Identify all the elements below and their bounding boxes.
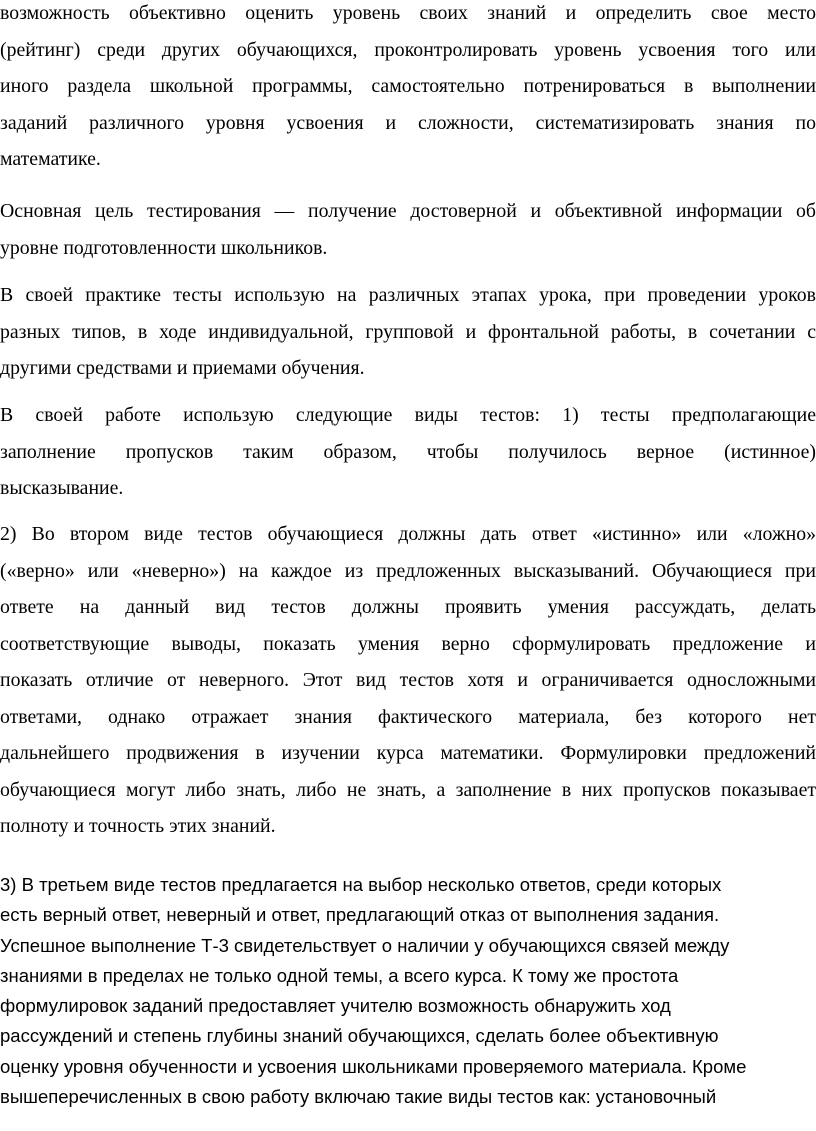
text-line: ответе на данный вид тестов должны проявить умения рассуждать, делать <box>0 596 816 618</box>
text-line: (рейтинг) среди других обучающихся, проконтролировать уровень усвоения того или <box>0 38 816 61</box>
paragraph-1 <box>0 0 816 178</box>
text-line: оценку уровня обученности и усвоения школьниками проверяемого материала. Кроме <box>0 1055 747 1077</box>
text-line: математике. <box>0 148 101 170</box>
text-line: Основная цель тестирования — получение достоверной и объективной информации об <box>0 200 816 222</box>
text-line: вышеперечисленных в свою работу включаю такие виды тестов как: установочный <box>0 1086 717 1108</box>
text-line: показать отличие от неверного. Этот вид тестов хотя и ограничивается односложными <box>0 669 816 691</box>
text-line: обучающиеся могут либо знать, либо не знать, а заполнение в них пропусков показывает <box>0 778 816 801</box>
text-line: знаниями в пределах не только одной темы, а всего курса. К тому же простота <box>0 964 679 986</box>
paragraph-4 <box>0 397 816 507</box>
paragraph-6 <box>0 870 816 1112</box>
text-line: возможность объективно оценить уровень своих знаний и определить свое место <box>0 2 816 24</box>
text-line: формулировок заданий предоставляет учителю возможность обнаружить ход <box>0 995 671 1017</box>
text-line: В своей работе использую следующие виды тестов: 1) тесты предполагающие <box>0 404 816 426</box>
paragraph-2 <box>0 193 816 266</box>
text-line: другими средствами и приемами обучения. <box>0 357 365 379</box>
text-line: соответствующие выводы, показать умения верно сформулировать предложение и <box>0 632 816 655</box>
text-line: высказывание. <box>0 477 124 499</box>
text-line: 2) Во втором виде тестов обучающиеся должны дать ответ «истинно» или «ложно» <box>0 523 816 545</box>
text-line: заполнение пропусков таким образом, чтобы получилось верное (истинное) <box>0 440 816 463</box>
text-line: В своей практике тесты использую на различных этапах урока, при проведении уроков <box>0 284 816 306</box>
text-line: ответами, однако отражает знания фактического материала, без которого нет <box>0 705 816 728</box>
text-line: есть верный ответ, неверный и ответ, предлагающий отказ от выполнения задания. <box>0 904 720 926</box>
paragraph-5 <box>0 516 816 845</box>
paragraph-3 <box>0 277 816 387</box>
text-line: иного раздела школьной программы, самостоятельно потренироваться в выполнении <box>0 75 816 97</box>
text-line: Успешное выполнение Т-3 свидетельствует о наличии у обучающихся связей между <box>0 934 730 956</box>
text-line: заданий различного уровня усвоения и сложности, систематизировать знания по <box>0 111 816 134</box>
text-line: («верно» или «неверно») на каждое из предложенных высказываний. Обучающиеся при <box>0 559 816 582</box>
text-line: уровне подготовленности школьников. <box>0 236 328 259</box>
text-line: полноту и точность этих знаний. <box>0 815 276 837</box>
text-line: дальнейшего продвижения в изучении курса математики. Формулировки предложений <box>0 742 816 764</box>
text-line: 3) В третьем виде тестов предлагается на выбор несколько ответов, среди которых <box>0 874 722 895</box>
text-line: рассуждений и степень глубины знаний обучающихся, сделать более объективную <box>0 1025 719 1047</box>
text-line: разных типов, в ходе индивидуальной, групповой и фронтальной работы, в сочетании с <box>0 320 816 343</box>
